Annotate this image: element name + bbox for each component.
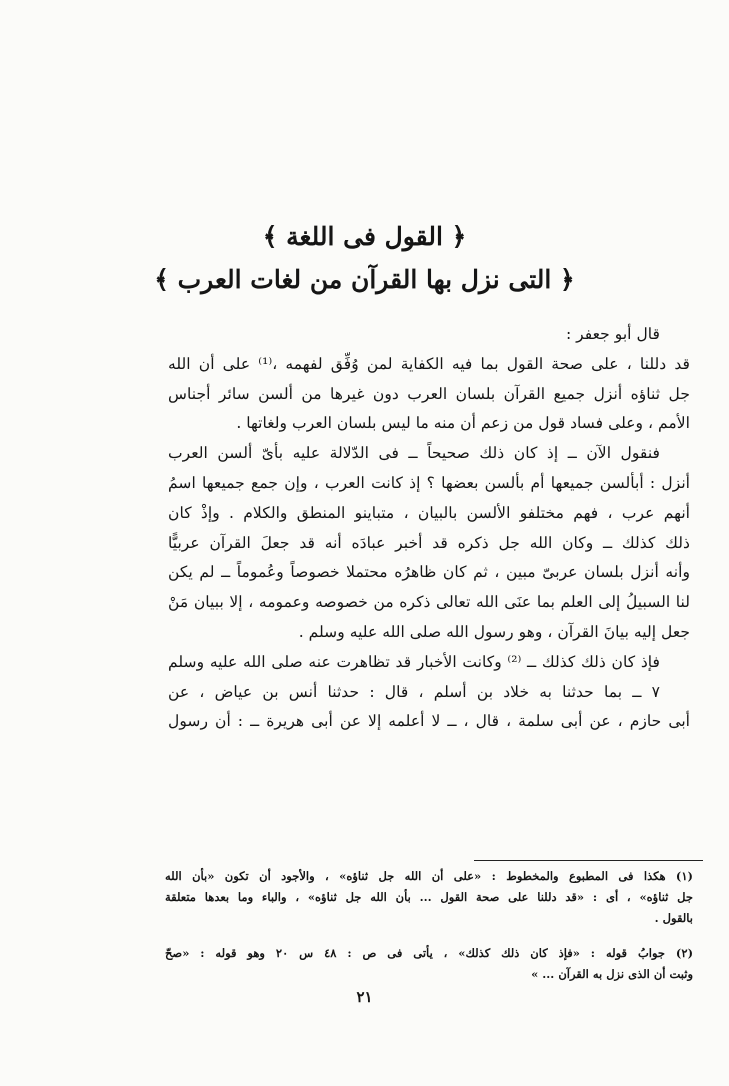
text-line: أنهم عرب ، فهم مختلفو الألسن بالبيان ، متباينو المنطق والكلام . وإذْ كان [168, 503, 690, 522]
text-line: ذلك كذلك ــ وكان الله جل ذكره قد أخبر عبادَه أنه قد جعلَ القرآن عربيًّا [168, 533, 690, 552]
text-line: وأنه أنزل بلسان عربىّ مبين ، ثم كان ظاهرُه محتملا خصوصاً وعُموماً ــ لم يكن [168, 563, 690, 582]
text-line: جل ثناؤه أنزل جميع القرآن بلسان العرب دون غيرها من ألسن سائر أجناس [168, 384, 690, 403]
text-line: فنقول الآن ــ إذ كان ذلك صحيحاً ــ فى الدّلالة عليه بأىّ ألسن العرب [168, 444, 660, 463]
chapter-subtitle: ﴿ التى نزل بها القرآن من لغات العرب ﴾ [154, 265, 575, 294]
footnote-line: (١) هكذا فى المطبوع والمخطوط : «على أن الله جل ثناؤه» ، والأجود أن تكون «بأن الله [165, 869, 693, 883]
main-text [168, 320, 690, 737]
text-line: لنا السبيلُ إلى العلم بما عنَى الله تعالى ذكره من خصوصه وعمومه ، إلا ببيان مَنْ [168, 593, 690, 612]
footnote-line: (٢) جوابُ قوله : «فإذ كان ذلك كذلك» ، يأتى فى ص : ٤٨ س ٢٠ وهو قوله : «صحّ [165, 946, 693, 960]
footnote-line: بالقول . [654, 911, 693, 925]
page-number: ٢١ [356, 988, 373, 1006]
text-line: الأمم ، وعلى فساد قول من زعم أن منه ما ليس بلسان العرب ولغاتها . [236, 414, 690, 433]
text-line: جعل إليه بيانَ القرآن ، وهو رسول الله صلى الله عليه وسلم . [298, 622, 690, 641]
footnotes [165, 866, 693, 985]
chapter-title: ﴿ القول فى اللغة ﴾ [262, 222, 467, 251]
footnote-line: وثبت أن الذى نزل به القرآن ... » [531, 967, 693, 981]
text-line: ٧ ــ بما حدثنا به خلاد بن أسلم ، قال : حدثنا أنس بن عياض ، عن [168, 682, 660, 701]
text-line: أبى حازم ، عن أبى سلمة ، قال ، ــ لا أعلمه إلا عن أبى هريرة ــ : أن رسول [168, 712, 690, 731]
text-line: فإذ كان ذلك كذلك ــ ⁽²⁾ وكانت الأخبار قد تظاهرت عنه صلى الله عليه وسلم [168, 652, 660, 671]
text-line: قد دللنا ، على صحة القول بما فيه الكفاية لمن وُفِّق لفهمه ،⁽¹⁾ على أن الله [168, 354, 690, 373]
footnote-line: جل ثناؤه» ، أى : «قد دللنا على صحة القول ... بأن الله جل ثناؤه» ، والباء وما بعدها متعلقة [165, 890, 693, 904]
footnote-separator [474, 860, 703, 861]
text-line: قال أبو جعفر : [565, 325, 660, 343]
text-line: أنزل : أبألسن جميعها أم بألسن بعضها ؟ إذ كانت العرب ، وإن جمع جميعها اسمُ [168, 473, 690, 492]
